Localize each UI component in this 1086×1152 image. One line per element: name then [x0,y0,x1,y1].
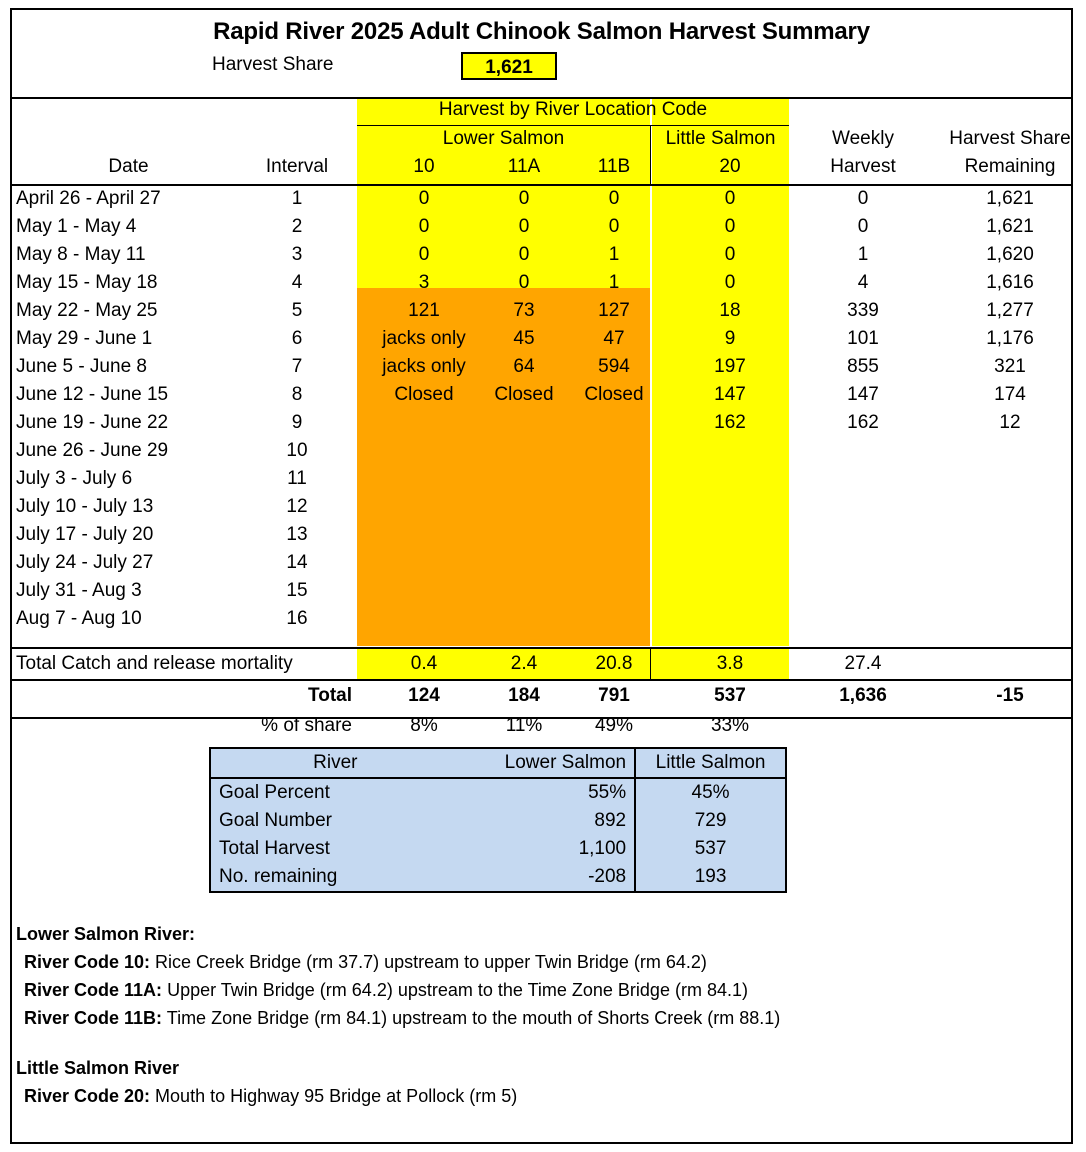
total-code-11b: 791 [598,685,630,706]
cell-interval: 13 [286,524,308,545]
cell-code-11a: 0 [518,272,530,293]
cell-code-11b [564,493,664,521]
cell-date: Aug 7 - Aug 10 [16,608,142,629]
cell-date: June 5 - June 8 [16,356,147,377]
goal-table-row[interactable] [210,778,786,807]
cell-code-10: Closed [394,384,454,405]
cell-code-11a [474,493,574,521]
cell-code-20: 9 [724,328,736,349]
cell-interval: 9 [291,412,303,433]
goal-row-label: Goal Percent [219,782,330,803]
table-row[interactable] [12,381,1071,409]
total-label: Total [308,685,352,706]
cell-date: May 15 - May 18 [16,272,158,293]
header-date: Date [108,156,149,177]
cell-code-10 [364,437,484,465]
cell-code-10 [364,549,484,577]
goal-row-lower: 892 [594,810,627,831]
goal-row-little: 45% [635,778,786,807]
grid-rows [12,185,1071,633]
cell-interval: 11 [287,468,307,489]
cell-code-10: 121 [408,300,440,321]
cell-interval: 3 [291,244,303,265]
note-little-heading: Little Salmon River [16,1058,180,1078]
table-row[interactable] [12,297,1071,325]
cell-code-11b [564,605,664,633]
cell-code-11a [474,409,574,437]
cell-code-11a [474,605,574,633]
cell-code-11b [564,521,664,549]
cell-code-11b [564,409,664,437]
cell-code-11a: 73 [513,300,535,321]
cell-code-11b: 127 [598,300,630,321]
cell-code-20: 18 [719,300,741,321]
cell-date: May 1 - May 4 [16,216,137,237]
cell-code-11b: 0 [608,216,620,237]
cell-code-10 [364,465,484,493]
total-row[interactable] [12,681,1071,711]
header-code-11a: 11A [507,156,541,177]
table-row[interactable] [12,493,1071,521]
cell-weekly: 101 [847,328,879,349]
river-code-notes [16,920,1067,1110]
cell-interval: 7 [291,356,303,377]
goal-row-lower: -208 [588,866,627,887]
cell-remaining [937,493,1083,521]
header-interval: Interval [265,156,329,177]
cell-code-20 [664,493,796,521]
table-row[interactable] [12,577,1071,605]
cell-interval: 8 [291,384,303,405]
cell-date: May 8 - May 11 [16,244,146,265]
cell-remaining: 1,621 [986,188,1034,209]
cell-code-11a: 0 [518,244,530,265]
cell-code-11a: 64 [513,356,535,377]
cell-code-10 [364,605,484,633]
note-code-20 [16,1082,1067,1110]
cell-weekly: 0 [857,188,869,209]
cell-code-20 [664,605,796,633]
cell-date: May 22 - May 25 [16,300,158,321]
cell-remaining: 321 [994,356,1026,377]
table-row[interactable] [12,353,1071,381]
cell-remaining: 1,621 [986,216,1034,237]
table-row[interactable] [12,605,1071,633]
cell-remaining [937,577,1083,605]
cell-interval: 4 [291,272,303,293]
mortality-code-11a: 2.4 [510,653,538,674]
cell-code-20 [664,549,796,577]
cell-date: July 17 - July 20 [16,524,154,545]
percent-code-20: 33% [710,715,750,736]
total-remaining: -15 [996,685,1024,706]
note-code-20-label: River Code 20: [24,1086,151,1106]
spreadsheet-sheet [10,8,1073,1144]
cell-code-11a [474,437,574,465]
cell-date: May 29 - June 1 [16,328,153,349]
table-row[interactable] [12,521,1071,549]
cell-code-20: 197 [714,356,746,377]
header-group-rule [357,125,789,126]
cell-code-20: 147 [714,384,746,405]
cell-interval: 12 [286,496,308,517]
total-code-11a: 184 [508,685,540,706]
cell-weekly [802,577,924,605]
percent-code-11b: 49% [594,715,634,736]
mortality-weekly: 27.4 [844,653,882,674]
note-spacer [16,1032,1067,1054]
table-row[interactable] [12,325,1071,353]
mortality-label: Total Catch and release mortality [16,653,293,674]
cell-code-11b: 47 [603,328,625,349]
cell-remaining: 1,176 [986,328,1034,349]
goal-table-row[interactable] [210,835,786,863]
cell-code-10: 0 [418,188,430,209]
cell-code-11b [564,437,664,465]
cell-code-11b: 1 [608,244,620,265]
header-little-salmon: Little Salmon [665,128,776,149]
cell-interval: 10 [286,440,308,461]
cell-remaining [937,549,1083,577]
cell-code-11a: Closed [494,384,554,405]
cell-weekly [802,549,924,577]
cell-weekly: 147 [847,384,879,405]
cell-code-11b [564,577,664,605]
harvest-grid [12,99,1071,736]
cell-code-10: 3 [418,272,430,293]
cell-remaining [937,437,1083,465]
cell-code-10: jacks only [382,328,466,349]
goal-table-header-row [210,748,786,778]
cell-remaining: 174 [994,384,1026,405]
cell-interval: 6 [291,328,303,349]
cell-weekly: 339 [847,300,879,321]
cell-code-20: 0 [724,216,736,237]
total-weekly: 1,636 [839,685,887,706]
cell-weekly: 855 [847,356,879,377]
note-code-11a-text: Upper Twin Bridge (rm 64.2) upstream to the Time Zone Bridge (rm 84.1) [162,980,748,1000]
header-weekly-line1: Weekly [832,128,894,149]
goal-table-row[interactable] [210,863,786,892]
mortality-code-20: 3.8 [716,653,744,674]
cell-interval: 15 [286,580,308,601]
cell-interval: 5 [291,300,303,321]
cell-date: June 19 - June 22 [16,412,169,433]
percent-code-11a: 11% [505,715,543,736]
cell-weekly [802,521,924,549]
table-row[interactable] [12,185,1071,213]
cell-remaining: 1,277 [986,300,1034,321]
mortality-row[interactable] [12,647,1071,681]
note-code-10-text: Rice Creek Bridge (rm 37.7) upstream to upper Twin Bridge (rm 64.2) [150,952,707,972]
header-code-10: 10 [413,156,435,177]
cell-date: June 26 - June 29 [16,440,169,461]
cell-weekly [802,605,924,633]
note-code-11b-label: River Code 11B: [24,1008,163,1028]
table-row[interactable] [12,549,1071,577]
harvest-share-value-cell[interactable]: 1,621 [461,52,557,80]
cell-remaining: 12 [999,412,1021,433]
goal-table-row[interactable] [210,807,786,835]
cell-code-20 [664,521,796,549]
header-code-11b: 11B [597,156,631,177]
page-title: Rapid River 2025 Adult Chinook Salmon Harvest Summary [213,18,870,45]
goal-row-label: No. remaining [219,866,338,887]
cell-remaining [937,465,1083,493]
cell-weekly: 162 [847,412,879,433]
cell-code-11a: 0 [518,188,530,209]
cell-code-20: 0 [724,244,736,265]
cell-date: April 26 - April 27 [16,188,161,209]
note-code-11a [16,976,1067,1004]
cell-interval: 1 [291,188,303,209]
mortality-vertical-divider [650,649,651,679]
cell-date: July 10 - July 13 [16,496,154,517]
table-row[interactable] [12,213,1071,241]
cell-code-11b [564,465,664,493]
goal-header-lower: Lower Salmon [460,748,636,778]
note-code-20-text: Mouth to Highway 95 Bridge at Pollock (rm 5) [150,1086,518,1106]
cell-weekly [802,493,924,521]
note-code-10 [16,948,1067,976]
table-row[interactable] [12,465,1071,493]
mortality-code-10: 0.4 [410,653,438,674]
cell-code-11a [474,549,574,577]
header-code-20: 20 [719,156,741,177]
cell-code-20 [664,577,796,605]
goal-header-little: Little Salmon [635,748,786,778]
cell-code-20 [664,465,796,493]
cell-date: June 12 - June 15 [16,384,169,405]
cell-date: July 31 - Aug 3 [16,580,142,601]
cell-code-20: 0 [724,272,736,293]
cell-code-11b: Closed [584,384,644,405]
goal-table-wrapper [12,719,1071,917]
note-code-11b-text: Time Zone Bridge (rm 84.1) upstream to the mouth of Shorts Creek (rm 88.1) [162,1008,781,1028]
header-lower-salmon: Lower Salmon [442,128,565,149]
grid-header [12,99,1071,185]
cell-weekly [802,465,924,493]
cell-remaining: 1,620 [986,244,1034,265]
mortality-remaining [937,649,1083,679]
cell-weekly: 1 [857,244,869,265]
note-lower-heading: Lower Salmon River: [16,924,196,944]
goal-row-little: 537 [635,835,786,863]
title-block [12,10,1071,99]
cell-weekly [802,437,924,465]
note-code-10-label: River Code 10: [24,952,151,972]
goal-row-label: Goal Number [219,810,332,831]
goal-row-label: Total Harvest [219,838,330,859]
goal-table [209,747,787,893]
cell-interval: 2 [291,216,303,237]
cell-code-10 [364,409,484,437]
cell-code-11b: 594 [598,356,630,377]
goal-row-little: 193 [635,863,786,892]
cell-remaining [937,521,1083,549]
cell-code-10 [364,493,484,521]
mortality-code-11b: 20.8 [595,653,633,674]
header-remaining-line2: Remaining [964,156,1056,177]
cell-code-10: 0 [418,244,430,265]
goal-row-lower: 1,100 [578,838,627,859]
cell-remaining [937,605,1083,633]
cell-code-10 [364,521,484,549]
cell-code-10 [364,577,484,605]
cell-date: July 24 - July 27 [16,552,154,573]
cell-interval: 14 [286,552,308,573]
note-code-11a-label: River Code 11A: [24,980,163,1000]
cell-code-20: 0 [724,188,736,209]
cell-code-10: 0 [418,216,430,237]
goal-row-lower: 55% [588,782,627,803]
goal-row-little: 729 [635,807,786,835]
note-code-11b [16,1004,1067,1032]
header-remaining-line1: Harvest Share [949,128,1071,149]
percent-code-10: 8% [410,715,438,736]
cell-date: July 3 - July 6 [16,468,133,489]
table-row[interactable] [12,241,1071,269]
cell-code-11a [474,521,574,549]
cell-code-11b: 1 [608,272,620,293]
table-row[interactable] [12,269,1071,297]
percent-label: % of share [261,715,352,736]
cell-interval: 16 [286,608,308,629]
cell-code-10: jacks only [382,356,466,377]
cell-code-11a [474,465,574,493]
cell-weekly: 4 [857,272,869,293]
harvest-share-label: Harvest Share [212,54,334,75]
cell-code-11b [564,549,664,577]
total-code-10: 124 [408,685,440,706]
cell-weekly: 0 [857,216,869,237]
cell-code-11a: 0 [518,216,530,237]
cell-code-11a [474,577,574,605]
cell-code-11b: 0 [608,188,620,209]
cell-remaining: 1,616 [986,272,1034,293]
goal-header-river: River [210,748,460,778]
cell-code-11a: 45 [513,328,535,349]
table-row[interactable] [12,437,1071,465]
total-code-20: 537 [714,685,746,706]
table-row[interactable] [12,409,1071,437]
cell-code-20: 162 [714,412,746,433]
header-weekly-line2: Harvest [830,156,896,177]
header-group-title: Harvest by River Location Code [438,99,708,120]
cell-code-20 [664,437,796,465]
